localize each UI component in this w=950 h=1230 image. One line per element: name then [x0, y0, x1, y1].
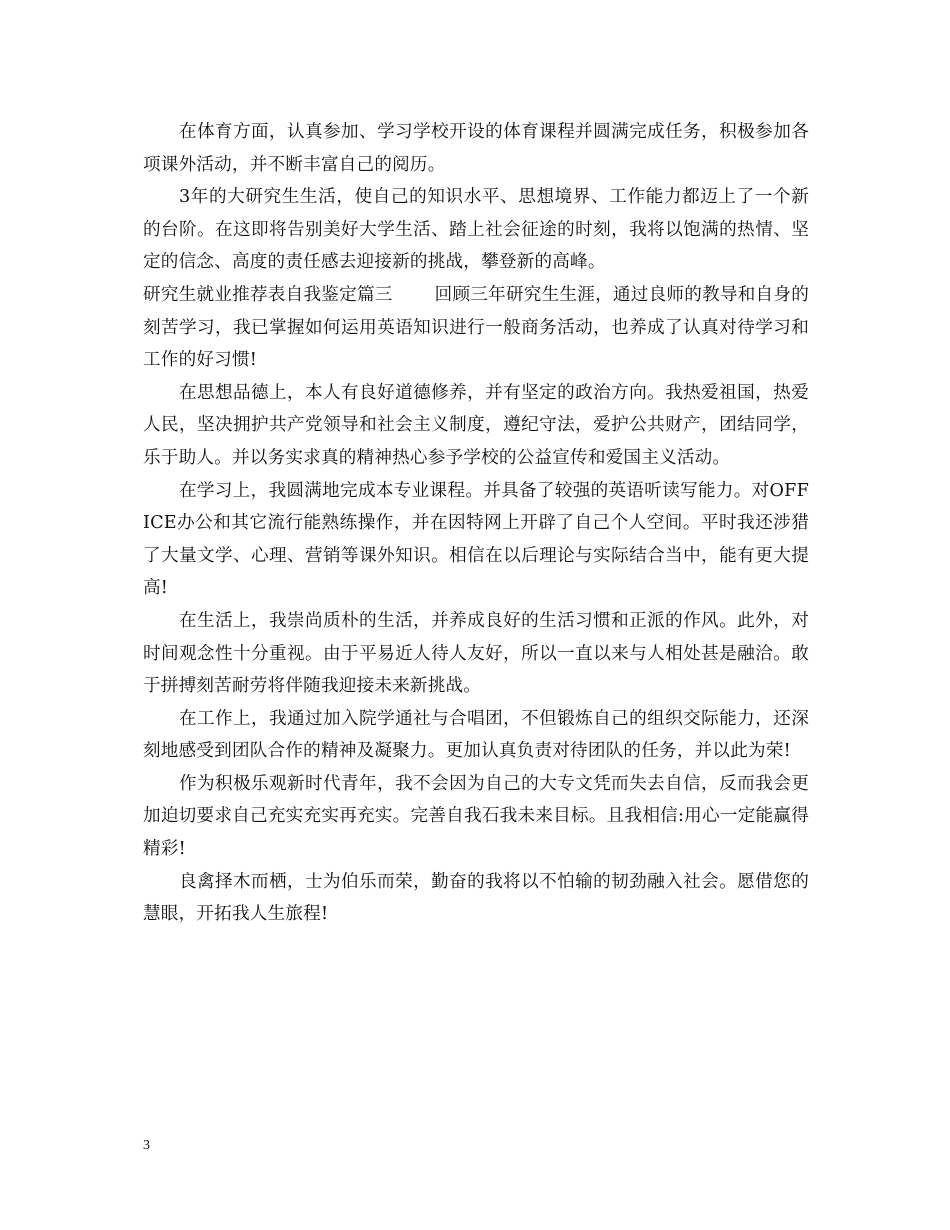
paragraph-sports: 在体育方面，认真参加、学习学校开设的体育课程并圆满完成任务，积极参加各项课外活动，并不断丰富自己的阅历。: [143, 122, 809, 175]
page-number: 3: [143, 1138, 150, 1153]
paragraph-work: 在工作上，我通过加入院学通社与合唱团，不但锻炼自己的组织交际能力，还深刻地感受到团队合作的精神及凝聚力。更加认真负责对待团队的任务，并以此为荣!: [143, 708, 809, 762]
paragraph-morality: 在思想品德上，本人有良好道德修养，并有坚定的政治方向。我热爱祖国，热爱人民，坚决拥护共产党领导和社会主义制度，遵纪守法，爱护公共财产，团结同学，乐于助人。并以务实求真的精神热心参予学校的公益宣传和爱国主义活动。: [143, 382, 809, 468]
document-body: [143, 116, 809, 931]
paragraph-study: 在学习上，我圆满地完成本专业课程。并具备了较强的英语听读写能力。对OFFICE办公和其它流行能熟练操作，并在因特网上开辟了自己个人空间。平时我还涉猎了大量文学、心理、营销等课外知识。相信在以后理论与实际结合当中，能有更大提高!: [143, 480, 809, 599]
paragraph-three-years: 3年的大研究生生活，使自己的知识水平、思想境界、工作能力都迈上了一个新的台阶。在这即将告别美好大学生活、踏上社会征途的时刻，我将以饱满的热情、坚定的信念、高度的责任感去迎接新的挑战，攀登新的高峰。: [143, 187, 809, 273]
section-lead-text: 回顾三年研究生生涯，通过良师的教导和自身的刻苦学习，我已掌握如何运用英语知识进行一般商务活动，也养成了认真对待学习和工作的好习惯!: [143, 284, 810, 371]
section-heading: 研究生就业推荐表自我鉴定篇三: [143, 284, 393, 305]
paragraph-attitude: 作为积极乐观新时代青年，我不会因为自己的大专文凭而失去自信，反而我会更加迫切要求自己充实充实再充实。完善自我石我未来目标。且我相信:用心一定能赢得精彩!: [143, 773, 809, 860]
paragraph-closing: 良禽择木而栖，士为伯乐而荣，勤奋的我将以不怕输的韧劲融入社会。愿借您的慧眼，开拓我人生旅程!: [143, 871, 809, 925]
section-heading-paragraph: [143, 279, 809, 377]
paragraph-life: 在生活上，我崇尚质朴的生活，并养成良好的生活习惯和正派的作风。此外，对时间观念性十分重视。由于平易近人待人友好，所以一直以来与人相处甚是融洽。敢于拼搏刻苦耐劳将伴随我迎接未来新挑战。: [143, 610, 809, 697]
